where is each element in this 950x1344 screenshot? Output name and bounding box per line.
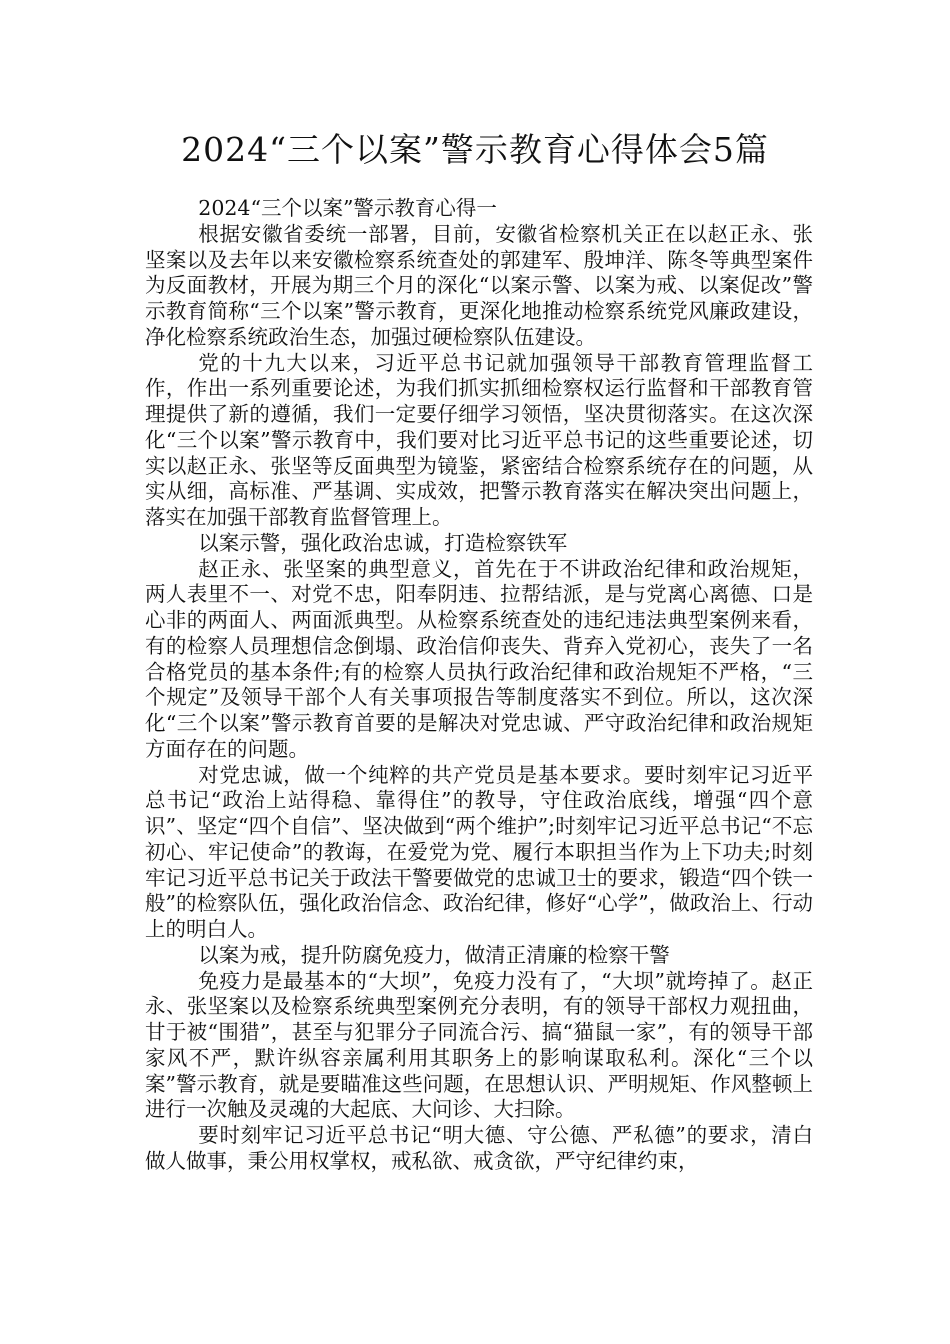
section-heading: 以案示警，强化政治忠诚，打造检察铁军: [198, 530, 568, 555]
paragraph: 赵正永、张坚案的典型意义，首先在于不讲政治纪律和政治规矩，两人表里不一、对党不忠，阳奉阴违、拉帮结派，是与党离心离德、口是心非的两面人、两面派典型。从检察系统查处的违纪违法典型案例来看，有的检察人员理想信念倒塌、政治信仰丧失、背弃入党初心，丧失了一名合格党员的基本条件;有的检察人员执行政治纪律和政治规矩不严格，“三个规定”及领导干部个人有关事项报告等制度落实不到位。所以，这次深化“三个以案”警示教育首要的是解决对党忠诚、严守政治纪律和政治规矩方面存在的问题。: [145, 556, 813, 761]
document-title: 2024“三个以案”警示教育心得体会5篇: [181, 130, 769, 169]
paragraph: 根据安徽省委统一部署，目前，安徽省检察机关正在以赵正永、张坚案以及去年以来安徽检察系统查处的郭建军、殷坤洋、陈冬等典型案件为反面教材，开展为期三个月的深化“以案示警、以案为戒、以案促改”警示教育简称“三个以案”警示教育，更深化地推动检察系统党风廉政建设，净化检察系统政治生态，加强过硬检察队伍建设。: [145, 221, 813, 349]
paragraph: 对党忠诚，做一个纯粹的共产党员是基本要求。要时刻牢记习近平总书记“政治上站得稳、靠得住”的教导，守住政治底线，增强“四个意识”、坚定“四个自信”、坚决做到“两个维护”;时刻牢记习近平总书记“不忘初心、牢记使命”的教诲，在爱党为党、履行本职担当作为上下功夫;时刻牢记习近平总书记关于政法干警要做党的忠诚卫士的要求，锻造“四个铁一般”的检察队伍，强化政治信念、政治纪律，修好“心学”，做政治上、行动上的明白人。: [145, 762, 813, 941]
paragraph: 要时刻牢记习近平总书记“明大德、守公德、严私德”的要求，清白做人做事，秉公用权掌权，戒私欲、戒贪欲，严守纪律约束，: [145, 1123, 813, 1173]
paragraph: 党的十九大以来，习近平总书记就加强领导干部教育管理监督工作，作出一系列重要论述，为我们抓实抓细检察权运行监督和干部教育管理提供了新的遵循，我们一定要仔细学习领悟，坚决贯彻落实。在这次深化“三个以案”警示教育中，我们要对比习近平总书记的这些重要论述，切实以赵正永、张坚等反面典型为镜鉴，紧密结合检察系统存在的问题，从实从细，高标准、严基调、实成效，把警示教育落实在解决突出问题上，落实在加强干部教育监督管理上。: [145, 350, 813, 529]
section-heading: 2024“三个以案”警示教育心得一: [198, 196, 497, 220]
section-heading: 以案为戒，提升防腐免疫力，做清正清廉的检察干警: [198, 942, 670, 967]
document-body: [145, 196, 813, 1175]
paragraph: 免疫力是最基本的“大坝”，免疫力没有了，“大坝”就垮掉了。赵正永、张坚案以及检察系统典型案例充分表明，有的领导干部权力观扭曲，甘于被“围猎”，甚至与犯罪分子同流合污、搞“猫鼠一家”，有的领导干部家风不严，默许纵容亲属利用其职务上的影响谋取私利。深化“三个以案”警示教育，就是要瞄准这些问题，在思想认识、严明规矩、作风整顿上进行一次触及灵魂的大起底、大问诊、大扫除。: [145, 968, 813, 1122]
